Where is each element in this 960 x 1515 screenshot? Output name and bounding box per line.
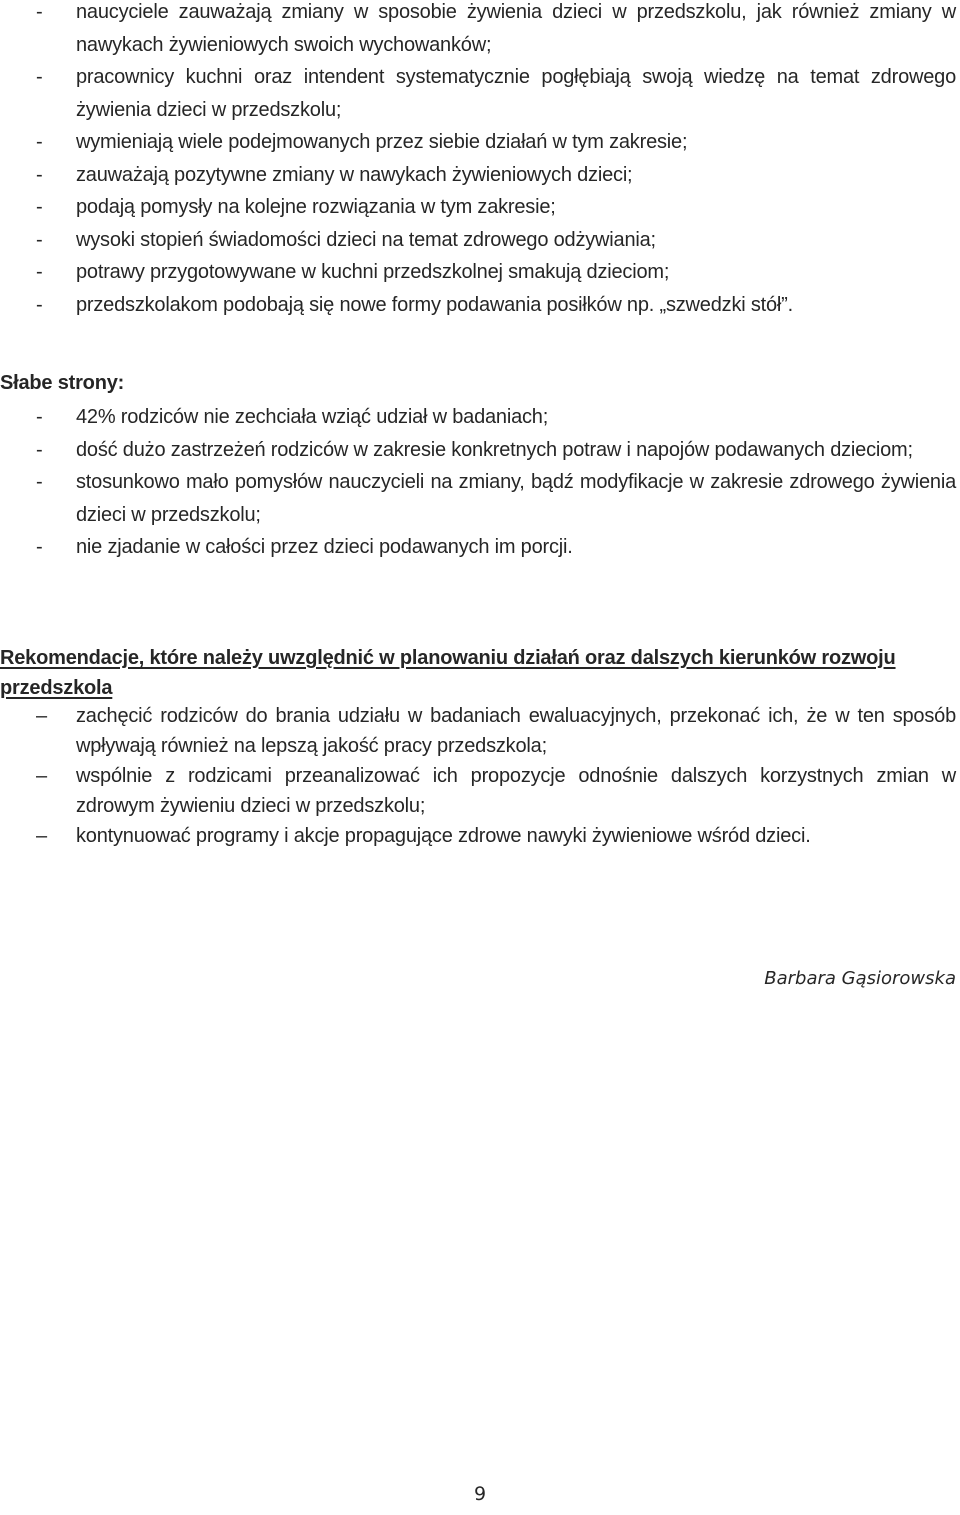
dash-bullet: –: [36, 765, 47, 787]
list-item-text: kontynuować programy i akcje propagujące zdrowe nawyki żywieniowe wśród dzieci.: [76, 825, 811, 847]
dash-bullet: -: [36, 163, 43, 186]
recommendations-heading: Rekomendacje, które należy uwzględnić w planowaniu działań oraz dalszych kierunków rozwoju przedszkola: [0, 647, 896, 699]
list-item: [0, 821, 960, 851]
dash-bullet: –: [36, 705, 47, 727]
list-item-text: zachęcić rodziców do brania udziału w badaniach ewaluacyjnych, przekonać ich, że w ten sposób wpływają również na lepszą jakość pracy przedszkola;: [76, 705, 956, 757]
dash-bullet: -: [36, 196, 43, 218]
list-item: [0, 701, 960, 761]
dash-bullet: -: [36, 131, 43, 153]
page-number: 9: [473, 1483, 487, 1505]
list-item: [0, 224, 960, 257]
list-item: [0, 256, 960, 289]
list-item: [0, 761, 960, 821]
list-item-text: naucyciele zauważają zmiany w sposobie żywienia dzieci w przedszkolu, jak również zmiany w nawykach żywieniowych swoich wychowanków;: [76, 1, 956, 56]
strengths-list: [0, 0, 960, 321]
list-item-text: wymieniają wiele podejmowanych przez siebie działań w tym zakresie;: [76, 131, 688, 153]
dash-bullet: -: [36, 261, 43, 283]
list-item-text: przedszkolakom podobają się nowe formy podawania posiłków np. „szwedzki stół”.: [76, 293, 793, 316]
list-item-text: dość dużo zastrzeżeń rodziców w zakresie konkretnych potraw i napojów podawanych dzieciom;: [76, 438, 913, 461]
dash-bullet: -: [36, 536, 43, 558]
list-item-text: nie zjadanie w całości przez dzieci podawanych im porcji.: [76, 536, 573, 558]
weak-points-heading: Słabe strony:: [0, 372, 125, 394]
list-item: [0, 126, 960, 159]
list-item: [0, 0, 960, 61]
author-signature: Barbara Gąsiorowska: [764, 968, 956, 989]
dash-bullet: -: [36, 471, 43, 493]
dash-bullet: –: [36, 825, 47, 847]
dash-bullet: -: [36, 438, 43, 461]
list-item: [0, 401, 960, 434]
list-item: [0, 531, 960, 564]
dash-bullet: -: [36, 1, 43, 23]
dash-bullet: -: [36, 293, 43, 316]
recommendations-list: [0, 701, 960, 851]
list-item: [0, 61, 960, 126]
list-item-text: zauważają pozytywne zmiany w nawykach żywieniowych dzieci;: [76, 163, 633, 186]
weak-points-list: [0, 401, 960, 564]
list-item: [0, 466, 960, 531]
dash-bullet: -: [36, 66, 43, 88]
list-item-text: wysoki stopień świadomości dzieci na temat zdrowego odżywiania;: [76, 228, 656, 251]
list-item-text: wspólnie z rodzicami przeanalizować ich propozycje odnośnie dalszych korzystnych zmian w zdrowym żywieniu dzieci w przedszkolu;: [76, 765, 956, 817]
list-item: [0, 191, 960, 224]
list-item-text: potrawy przygotowywane w kuchni przedszkolnej smakują dzieciom;: [76, 261, 670, 283]
list-item-text: stosunkowo mało pomysłów nauczycieli na zmiany, bądź modyfikacje w zakresie zdrowego żywienia dzieci w przedszkolu;: [76, 471, 956, 526]
dash-bullet: -: [36, 228, 43, 251]
list-item-text: podają pomysły na kolejne rozwiązania w tym zakresie;: [76, 196, 556, 218]
list-item-text: pracownicy kuchni oraz intendent systematycznie pogłębiają swoją wiedzę na temat zdrowego żywienia dzieci w przedszkolu;: [76, 66, 956, 121]
list-item: [0, 289, 960, 322]
dash-bullet: -: [36, 406, 43, 428]
list-item: [0, 434, 960, 467]
list-item-text: 42% rodziców nie zechciała wziąć udział w badaniach;: [76, 406, 549, 428]
list-item: [0, 159, 960, 192]
